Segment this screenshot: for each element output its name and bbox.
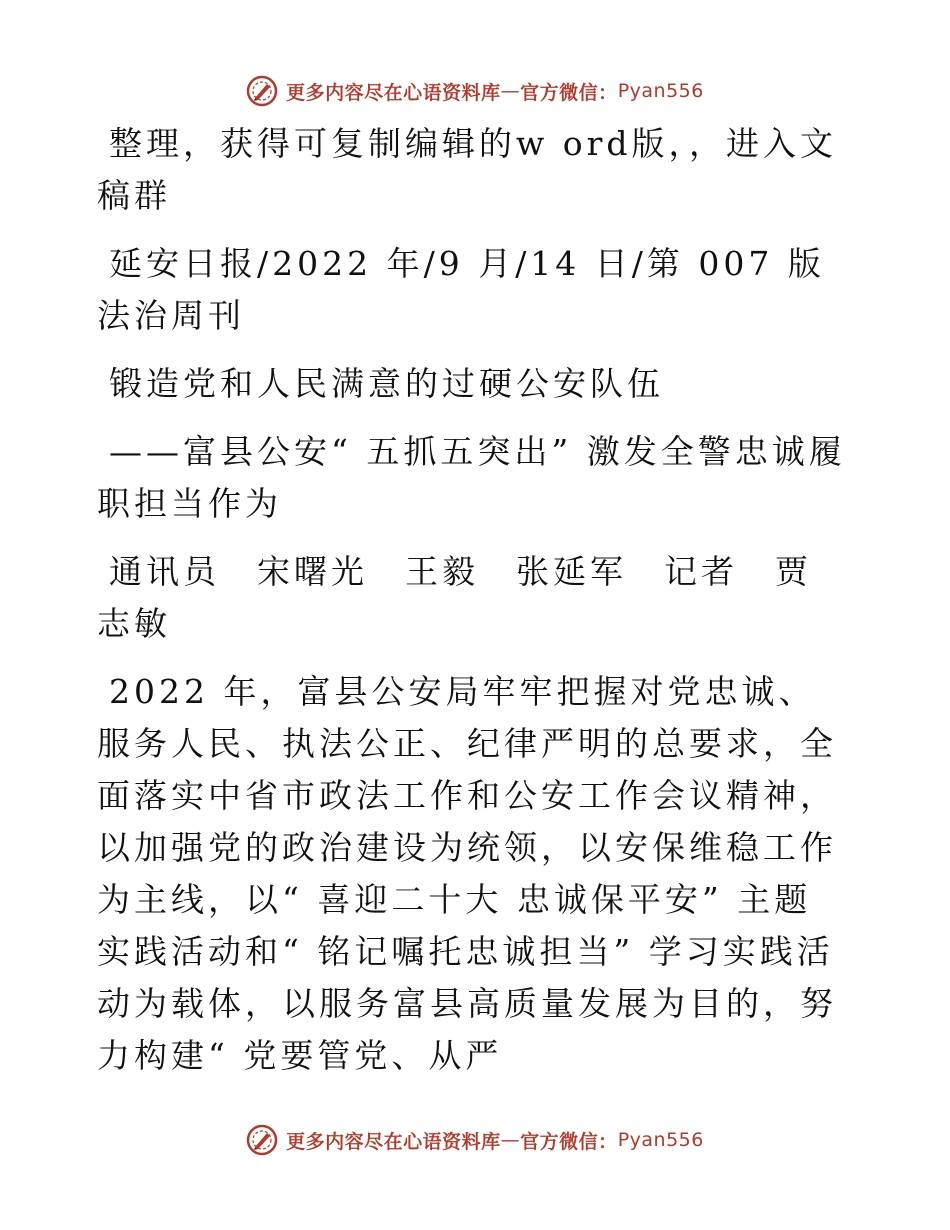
pen-circle-logo-icon [246, 75, 278, 107]
watermark-account: Pyan556 [617, 1129, 704, 1151]
watermark-separator: — [500, 80, 521, 102]
document-body [97, 118, 847, 1082]
watermark-brand: 更多内容尽在心语资料库 [286, 1130, 501, 1153]
source-line: 延安日报/2022 年/9 月/14 日/第 007 版法治周刊 [97, 244, 825, 335]
watermark-separator: — [500, 1129, 521, 1151]
watermark-wechat-label: 官方微信： [520, 81, 618, 104]
body-paragraph: 2022 年，富县公安局牢牢把握对党忠诚、服务人民、执法公正、纪律严明的总要求，全面落实中省市政法工作和公安工作会议精神，以加强党的政治建设为统领，以安保维稳工作为主线，以“ 喜迎二十大 忠诚保平安” 主题实践活动和“ 铭记嘱托忠诚担当” 学习实践活动为载体，以服务富县高质量发展为目的，努力构建“ 党要管党、从严 [97, 672, 837, 1075]
header-watermark [0, 71, 950, 111]
subheadline: ——富县公安“ 五抓五突出” 激发全警忠诚履职担当作为 [97, 432, 846, 523]
pen-circle-logo-icon [246, 1124, 278, 1156]
watermark-wechat-label: 官方微信： [520, 1130, 618, 1153]
footer-watermark [0, 1120, 950, 1160]
intro-note: 整理，获得可复制编辑的w ord版，，进入文稿群 [97, 124, 838, 215]
headline: 锻造党和人民满意的过硬公安队伍 [109, 364, 664, 403]
watermark-brand: 更多内容尽在心语资料库 [286, 81, 501, 104]
byline: 通讯员 宋曙光 王毅 张延军 记者 贾志敏 [97, 552, 812, 643]
watermark-account: Pyan556 [617, 80, 704, 102]
